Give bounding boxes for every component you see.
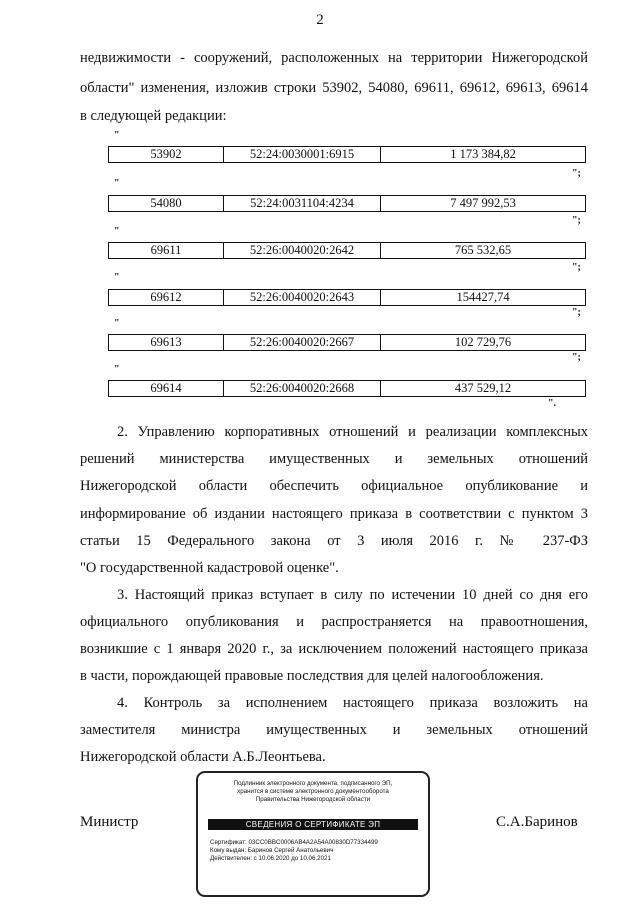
open-quote: " [114,318,120,329]
para2-line-6: "О государственной кадастровой оценке". [80,560,339,576]
open-quote: " [114,364,120,375]
para4-line-1: 4. Контроль за исполнением настоящего приказа возложить на [117,695,588,711]
para3-line-3: возникшие с 1 января 2020 г., за исключением положений настоящего приказа [80,641,588,657]
para2-line-4: информирование об издании настоящего приказа в соответствии с пунктом 3 [80,506,588,522]
cell-cadastral: 52:26:0040020:2667 [224,335,381,350]
cell-number: 54080 [109,196,224,211]
table-row [108,195,586,212]
cell-value: 102 729,76 [454,335,512,349]
cell-number: 69612 [109,290,224,305]
para4-line-2: заместителя министра имущественных и земельных отношений [80,722,588,738]
open-quote: " [114,272,120,283]
para2-line-2: решений министерства имущественных и земельных отношений [80,451,588,467]
cell-value: 1 173 384,82 [450,147,516,161]
open-quote: " [114,226,120,237]
table-row [108,334,586,351]
intro-line-3: в следующей редакции: [80,108,227,124]
intro-line-1: недвижимости - сооружений, расположенных на территории Нижегородской [80,50,588,66]
cell-value: 437 529,12 [454,381,512,395]
para4-line-3: Нижегородской области А.Б.Леонтьева. [80,749,326,765]
certificate-number: Сертификат: 03CC0BBC0006AB4A2A54A00830D77334499 [210,839,378,846]
intro-line-2: области" изменения, изложив строки 53902, 54080, 69611, 69612, 69613, 69614 [80,80,588,96]
para2-line-1: 2. Управлению корпоративных отношений и реализации комплексных [117,424,588,440]
cell-value: 154427,74 [456,290,510,304]
cell-cadastral: 52:26:0040020:2668 [224,381,381,396]
para2-line-3: Нижегородской области обеспечить официальное опубликование и [80,478,588,494]
cell-cadastral: 52:26:0040020:2643 [224,290,381,305]
close-quote: "; [572,168,581,179]
signatory-name: С.А.Баринов [496,814,578,830]
cell-cadastral: 52:24:0030001:6915 [224,147,381,162]
stamp-header [198,780,428,804]
certificate-owner: Кому выдан: Баринов Сергей Анатольевич [210,847,334,854]
table-row [108,242,586,259]
electronic-signature-stamp [196,771,430,897]
certificate-info [210,839,378,863]
page-number: 2 [316,12,324,28]
cell-number: 69611 [109,243,224,258]
signatory-title: Министр [80,814,139,830]
para3-line-2: официального опубликования и распространяется на правоотношения, [80,614,588,630]
close-quote: "; [572,307,581,318]
table-row [108,380,586,397]
para3-line-1: 3. Настоящий приказ вступает в силу по истечении 10 дней со дня его [117,587,588,603]
open-quote: " [114,130,120,141]
certificate-banner: СВЕДЕНИЯ О СЕРТИФИКАТЕ ЭП [208,819,418,830]
cell-value: 765 532,65 [454,243,512,257]
final-close-quote: ". [548,398,557,409]
cell-number: 69613 [109,335,224,350]
para3-line-4: в части, порождающей правовые последствия для целей налогообложения. [80,668,544,684]
stamp-line: Подлинник электронного документа, подписанного ЭП, [233,780,393,787]
table-row [108,289,586,306]
table-row [108,146,586,163]
open-quote: " [114,178,120,189]
para2-line-5: статьи 15 Федерального закона от 3 июля 2016 г. № 237-ФЗ [80,533,588,549]
stamp-line: хранится в системе электронного документооборота [237,788,389,795]
certificate-validity: Действителен: с 10.06.2020 до 10.06.2021 [210,855,331,862]
cell-cadastral: 52:24:0031104:4234 [224,196,381,211]
close-quote: "; [572,215,581,226]
close-quote: "; [572,352,581,363]
cell-value: 7 497 992,53 [450,196,516,210]
cell-number: 53902 [109,147,224,162]
cell-number: 69614 [109,381,224,396]
stamp-line: Правительства Нижегородской области [255,796,371,803]
close-quote: "; [572,262,581,273]
cell-cadastral: 52:26:0040020:2642 [224,243,381,258]
